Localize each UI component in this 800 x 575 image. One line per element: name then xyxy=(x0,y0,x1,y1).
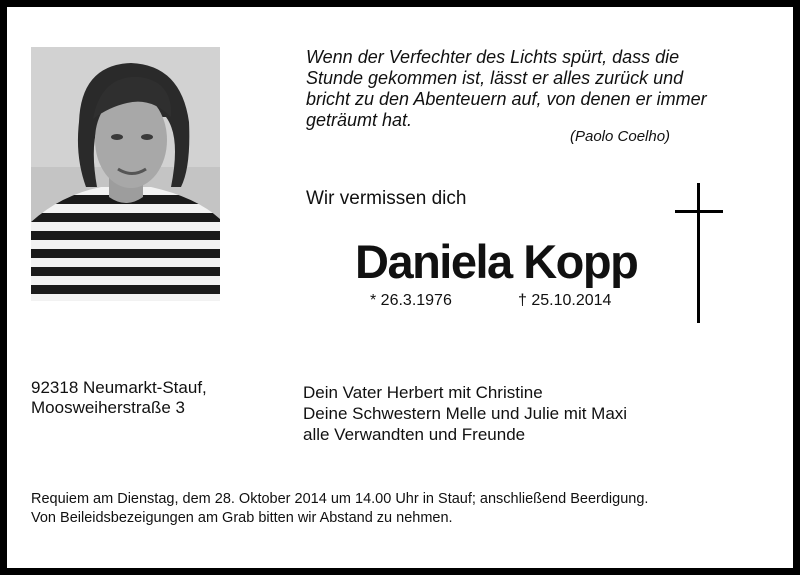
mourners-list xyxy=(303,382,627,445)
quote-line: geträumt hat. xyxy=(306,110,413,130)
quote-line: Wenn der Verfechter des Lichts spürt, dass die xyxy=(306,47,680,67)
mourner-line: Dein Vater Herbert mit Christine xyxy=(303,383,543,402)
quote-text xyxy=(306,47,776,131)
quote-author: (Paolo Coelho) xyxy=(570,128,671,145)
address-line: 92318 Neumarkt-Stauf, xyxy=(31,378,207,397)
address xyxy=(31,378,207,418)
portrait-photo xyxy=(31,47,220,301)
quote-line: bricht zu den Abenteuern auf, von denen er immer xyxy=(306,89,707,109)
address-line: Moosweiherstraße 3 xyxy=(31,398,186,417)
quote-line: Stunde gekommen ist, lässt er alles zurück und xyxy=(306,68,684,88)
death-date: † 25.10.2014 xyxy=(518,292,612,309)
service-line: Requiem am Dienstag, dem 28. Oktober 2014 um 14.00 Uhr in Stauf; anschließend Beerdigung. xyxy=(31,491,649,507)
mourner-line: Deine Schwestern Melle und Julie mit Maxi xyxy=(303,404,628,423)
birth-date: * 26.3.1976 xyxy=(370,292,452,309)
heading: Wir vermissen dich xyxy=(306,188,467,209)
cross-icon xyxy=(675,183,723,323)
service-line: Von Beileidsbezeigungen am Grab bitten wir Abstand zu nehmen. xyxy=(31,510,453,526)
service-info xyxy=(31,490,648,528)
deceased-name: Daniela Kopp xyxy=(355,235,638,288)
mourner-line: alle Verwandten und Freunde xyxy=(303,425,526,444)
